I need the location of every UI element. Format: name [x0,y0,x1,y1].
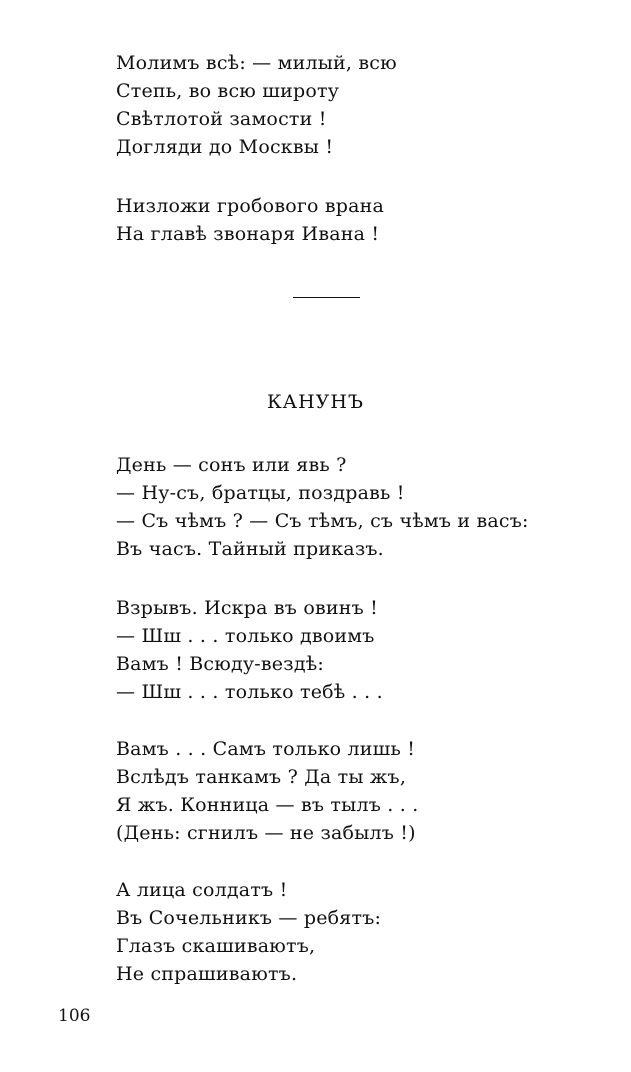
poem-line: Вамъ . . . Самъ только лишь ! [116,738,416,760]
poem-line: Догляди до Москвы ! [116,136,334,158]
stanza-5 [116,735,418,847]
poem-line: Въ часъ. Тайный приказъ. [116,538,384,560]
stanza-3 [116,451,529,563]
poem-line: — Шш . . . только двоимъ [116,625,375,647]
poem-line: — Шш . . . только тебѣ . . . [116,681,383,703]
poem-line: (День: сгнилъ — не забылъ !) [116,822,416,844]
poem-line: На главѣ звонаря Ивана ! [116,223,380,245]
poem-line: — Съ чѣмъ ? — Съ тѣмъ, съ чѣмъ и васъ: [116,510,529,532]
stanza-4 [116,594,383,706]
poem-line: День — сонъ или явь ? [116,454,347,476]
poem-line: Взрывъ. Искра въ овинъ ! [116,597,378,619]
poem-line: Свѣтлотой замости ! [116,108,327,130]
poem-line: Низложи гробового врана [116,195,385,217]
poem-line: Вслѣдъ танкамъ ? Да ты жъ, [116,766,407,788]
section-divider [293,297,360,298]
stanza-1 [116,49,397,161]
poem-line: Я жъ. Конница — въ тылъ . . . [116,794,419,816]
poem-title: КАНУНЪ [266,391,365,413]
poem-line: — Ну-съ, братцы, поздравь ! [116,482,405,504]
poem-line: Молимъ всѣ: — милый, всю [116,52,397,74]
poem-line: Вамъ ! Всюду-вездѣ: [116,653,324,675]
poem-line: Глазъ скашиваютъ, [116,935,316,957]
stanza-2 [116,192,384,248]
poem-line: Не спрашиваютъ. [116,963,298,985]
page-number: 106 [58,1006,91,1026]
poem-line: Степь, во всю широту [116,80,340,102]
stanza-6 [116,876,381,988]
poem-line: А лица солдатъ ! [116,879,288,901]
poem-line: Въ Сочельникъ — ребятъ: [116,907,382,929]
